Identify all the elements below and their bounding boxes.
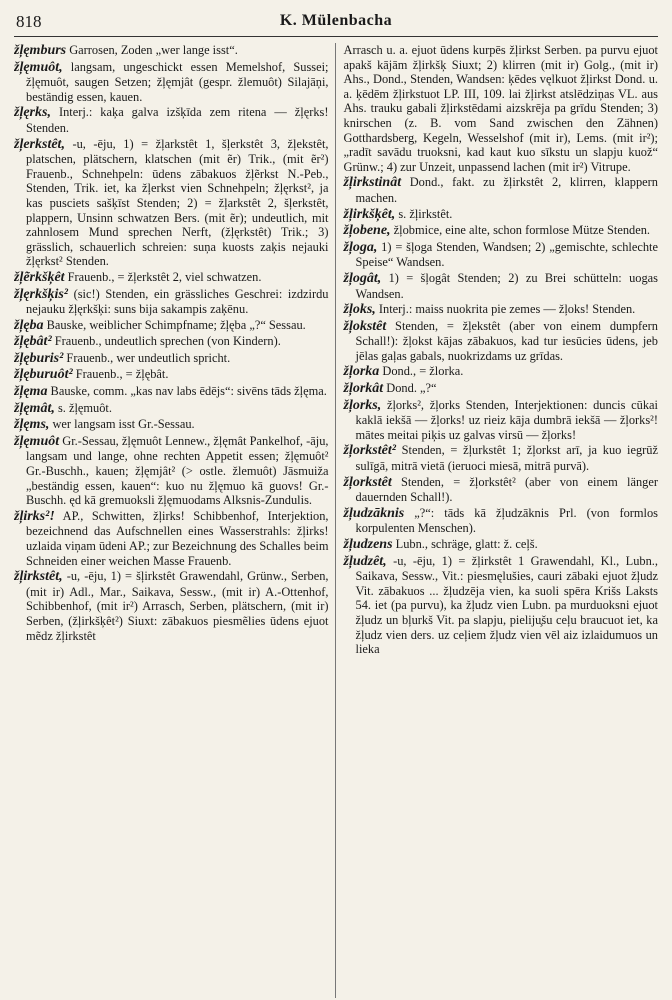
entry-headword: žļęmuôt [14,433,60,449]
entry-text: „?“: tāds kā žļudzāknis Prl. (von formlos korpulenten Menschen). [355,505,658,536]
page-header [14,10,658,37]
entry-headword: žļorkstêt [343,474,392,490]
entry-text: Lubn., schräge, glatt: ž. ceļš. [392,537,538,551]
dictionary-entry [344,364,659,380]
entry-headword: žļorkstêt² [343,443,396,459]
columns [14,43,658,998]
dictionary-entry [14,270,329,286]
entry-text: Stenden, = žļorkstêt² (aber von einem länger dauernden Schall!). [355,474,658,505]
dictionary-entry [14,509,329,568]
dictionary-entry [344,43,659,174]
entry-text: Gr.-Sessau, žļęmuôt Lennew., žļęmât Pankelhof, -āju, langsam und lange, ohne rechten Appetit essen; žļęmuôt² Gr.-Buschh., kauen; žļęmjât² (> ostle. žlemuôt) Jāsmuiža „beständig essen, kauen“: kuo nu žļęmuo kā guovs! Gr.-Buschh. ęd kā gremuoksli žļęmuodams Alksnis-Zundulis. [26,433,329,508]
entry-headword: žļęmât, [14,400,55,416]
entry-text: Stenden, = žļekstêt (aber von einem dumpfern Schall!): žļokst kājas zābakuos, kad tur iesūcies ūdens, jeb jēlas gaļas gabals, nuokrizdams uz grīdas. [355,318,658,363]
entry-text: langsam, ungeschickt essen Memelshof, Sussei; žļęmuôt, saugen Setzen; žļęmjât (gespr. žlemuôt) Silajāņi, beständig essen, kauen. [26,59,329,104]
entry-text: wer langsam isst Gr.-Sessau. [49,417,195,432]
dictionary-entry [14,105,329,135]
entry-headword: žļudzāknis [343,505,405,521]
entry-headword: žļirkstêt, [14,569,63,585]
entry-headword: žļogât, [343,270,382,286]
entry-headword: žļudzêt, [343,553,387,569]
dictionary-entry [344,175,659,205]
entry-headword: žļẽrkšķêt [14,269,65,285]
entry-headword: žļokstêt [343,318,387,334]
entry-headword: žļęmburs [14,43,67,58]
entry-text: Dond., fakt. zu žļirkstêt 2, klirren, klappern machen. [355,175,658,205]
entry-text: Interj.: maiss nuokrita pie zemes — žļoks! Stenden. [375,302,636,317]
entry-headword: žļęma [14,384,48,400]
entry-headword: žļorka [343,364,380,380]
dictionary-entry [14,351,329,367]
entry-text: Frauenb., wer undeutlich spricht. [63,350,231,365]
dictionary-entry [14,287,329,317]
entry-headword: žļębât² [14,334,52,350]
entry-headword: žļęmuôt, [14,59,63,75]
dictionary-entry [14,417,329,433]
entry-text: Frauenb., undeutlich sprechen (von Kindern). [51,334,281,349]
entry-text: -u, -ēju, 1) = žļirkstêt 1 Grawendahl, Kl., Lubn., Saikava, Sessw., Vit.: piesmęlušies, cauri zābaki ejuot žļudz Vit. zābakuos ... žļudzēja vien, ka suoli spēra Krišs Laksts 54. iet (pa purvu), ka žļudz vien Lubn. pa murduoksni ejuot žļudz un bļurkš Vit. pa slapju, pieliju̧šu ceļu braucuot iet, ka žļudz vien ders. uz ceļiem žļudz vien vēl aiz izlaidumuos un lieka [355,553,658,657]
entry-headword: žļobene, [343,223,391,239]
dictionary-entry [344,207,659,223]
entry-text: žļorks², žļorks Stenden, Interjektionen: duncis cūkai kaklā iekšā — žļorks! uz rieiz kāja dumbrā iekšā — žļorks²! mātes meitai piķis uz galvas virsū — žļorks! [355,397,658,442]
entry-text: -u, -ēju, 1) = žļarkstêt 1, šļerkstêt 3, žļekstêt, platschen, plätschern, klatschen (mit ẽr) Trik., (mit ẽr²) Frauenb., Schnehpeln: ūdens zābakuos žļẽrkst N.-Peb., Stenden, Trik. iet, ka žļerkst vien Schnehpeln; žļęrkst², ja kas pusciets sašķīst Stenden; 2) = žļarkstêt 2, šļerkstêt, plappern, Unsinn schwatzen Bers. (mit ẽr); undeutlich, mit zahnlosem Mund sprechen Nerft, (žļęrkstêt) Trik.; 3) grässlich, schauerlich schreien: suņa kuosts zaķis nejauki žļęrkst² Stenden. [26,136,329,269]
dictionary-entry [14,60,329,105]
dictionary-entry [344,271,659,301]
dictionary-entry [14,401,329,417]
entry-headword: žļęrks, [14,105,51,121]
dictionary-entry [344,223,659,239]
dictionary-entry [14,434,329,508]
entry-text: Dond., = žlorka. [379,364,464,379]
entry-text: 1) = šļoga Stenden, Wandsen; 2) „gemischte, schlechte Speise“ Wandsen. [355,239,658,270]
entry-text: Bauske, comm. „kas nav labs ēdējs“: sivēns tāds žļęma. [47,384,327,399]
entry-text: Dond. „?“ [383,381,437,396]
dictionary-entry [344,475,659,505]
entry-headword: žļorkât [343,381,384,397]
dictionary-entry [14,334,329,350]
entry-headword: žļęburis² [14,350,64,366]
entry-headword: žļirkstinât [343,175,402,191]
entry-headword: žļirkšķêt, [343,206,396,222]
entry-text: Garrosen, Zoden „wer lange isst“. [66,43,238,57]
entry-text: s. žļęmuôt. [54,400,112,415]
entry-headword: žļudzens [343,537,393,552]
left-column [14,43,336,998]
dictionary-entry [344,302,659,318]
entry-headword: žļęba [14,317,44,333]
entry-text: Arrasch u. a. ejuot ūdens kurpēs žļirkst Serben. pa purvu ejuot apakš kājām žļirkšķ Siuxt; 2) klirren (mit ir) Golg., (mit ir) Ahs., Dond., Stenden, Wandsen: ķēdes vęlkuot žļirkst Dond. u. a. ķēdēm žļirkstuot LP. III, 109. lai žļirkst atslēdziņas VL. aus Ahs. trauku gabali žļirkstēdami aizskrēja pa grīdu Stenden; 3) knirschen (z. B. vom Sand zwischen den Zähnen) Gotthardsberg, Kegeln, Wesselshof (mit ir), Lems. (mit ir²); „radīt savādu truoksni, kad kaut kuo sīkstu un slapju kuož“ Grünw.; 4) zur Unzeit, unpassend lachen (mit ir²) Vitrupe. [343,43,658,174]
dictionary-entry [14,43,329,59]
dictionary-entry [14,137,329,269]
dictionary-entry [344,506,659,536]
dictionary-entry [344,554,659,657]
entry-headword: žļerkstêt, [14,136,65,152]
dictionary-entry [14,367,329,383]
running-title: K. Mülenbacha [279,12,393,29]
dictionary-entry [344,319,659,364]
dictionary-entry [344,398,659,443]
entry-text: Frauenb., = žļerkstêt 2, viel schwatzen. [64,269,262,284]
entry-headword: žļirks²! [14,508,55,524]
page-number: 818 [16,12,42,31]
dictionary-entry [344,381,659,397]
entry-headword: žļęms, [14,417,50,433]
entry-text: Bauske, weiblicher Schimpfname; žļęba „?“ Sessau. [43,317,306,332]
entry-text: žļobmice, eine alte, schon formlose Mütze Stenden. [390,223,650,238]
entry-text: AP., Schwitten, žļirks! Schibbenhof, Interjektion, bezeichnend das Aufschnellen eines Wasserstrahls: žļirks! uzlaida viņam ūdeni AP.; zur Bezeichnung des Schalles beim Schneiden einer weichen Masse Frauenb. [26,508,329,568]
entry-text: Frauenb., = žļębât. [72,367,169,382]
entry-text: (sic!) Stenden, ein grässliches Geschrei: izdzirdu nejauku žļęrkšķi: suns bija sakampis zaķēnu. [26,286,329,317]
dictionary-entry [14,318,329,334]
entry-headword: žļorks, [343,397,382,413]
entry-text: Stenden, = žļurkstêt 1; žļorkst arī, ja kuo iegrūž sulīgā, mitrā vietā (ieruoci miesā, mitrā purvā). [355,443,658,474]
entry-headword: žļęrkšķis² [14,286,68,302]
dictionary-entry [14,569,329,643]
entry-text: s. žļirkstêt. [395,206,453,221]
entry-headword: žļoks, [343,302,376,318]
dictionary-entry [14,384,329,400]
entry-headword: žļoga, [343,239,378,255]
dictionary-entry [344,240,659,270]
entry-text: 1) = šļogât Stenden; 2) zu Brei schütteln: uogas Wandsen. [355,270,658,301]
dictionary-entry [344,443,659,473]
right-column [336,43,659,998]
entry-headword: žļęburuôt² [14,367,73,383]
entry-text: Interj.: kaķa galva izšķīda zem ritena — žļęrks! Stenden. [26,105,329,135]
entry-text: -u, -ēju, 1) = šļirkstêt Grawendahl, Grünw., Serben, (mit ir) Adl., Mar., Saikava, Sessw., (mit ir) A.-Ottenhof, Schibbenhof, (mit ir²) Arrasch, Serben, plätschern, (mit ir) Serben, (žļirkšķêt²) Siuxt: zābakuos piesmẽlies ūdens ejuot mẽdz žļirkstêt [26,569,329,643]
dictionary-entry [344,537,659,553]
